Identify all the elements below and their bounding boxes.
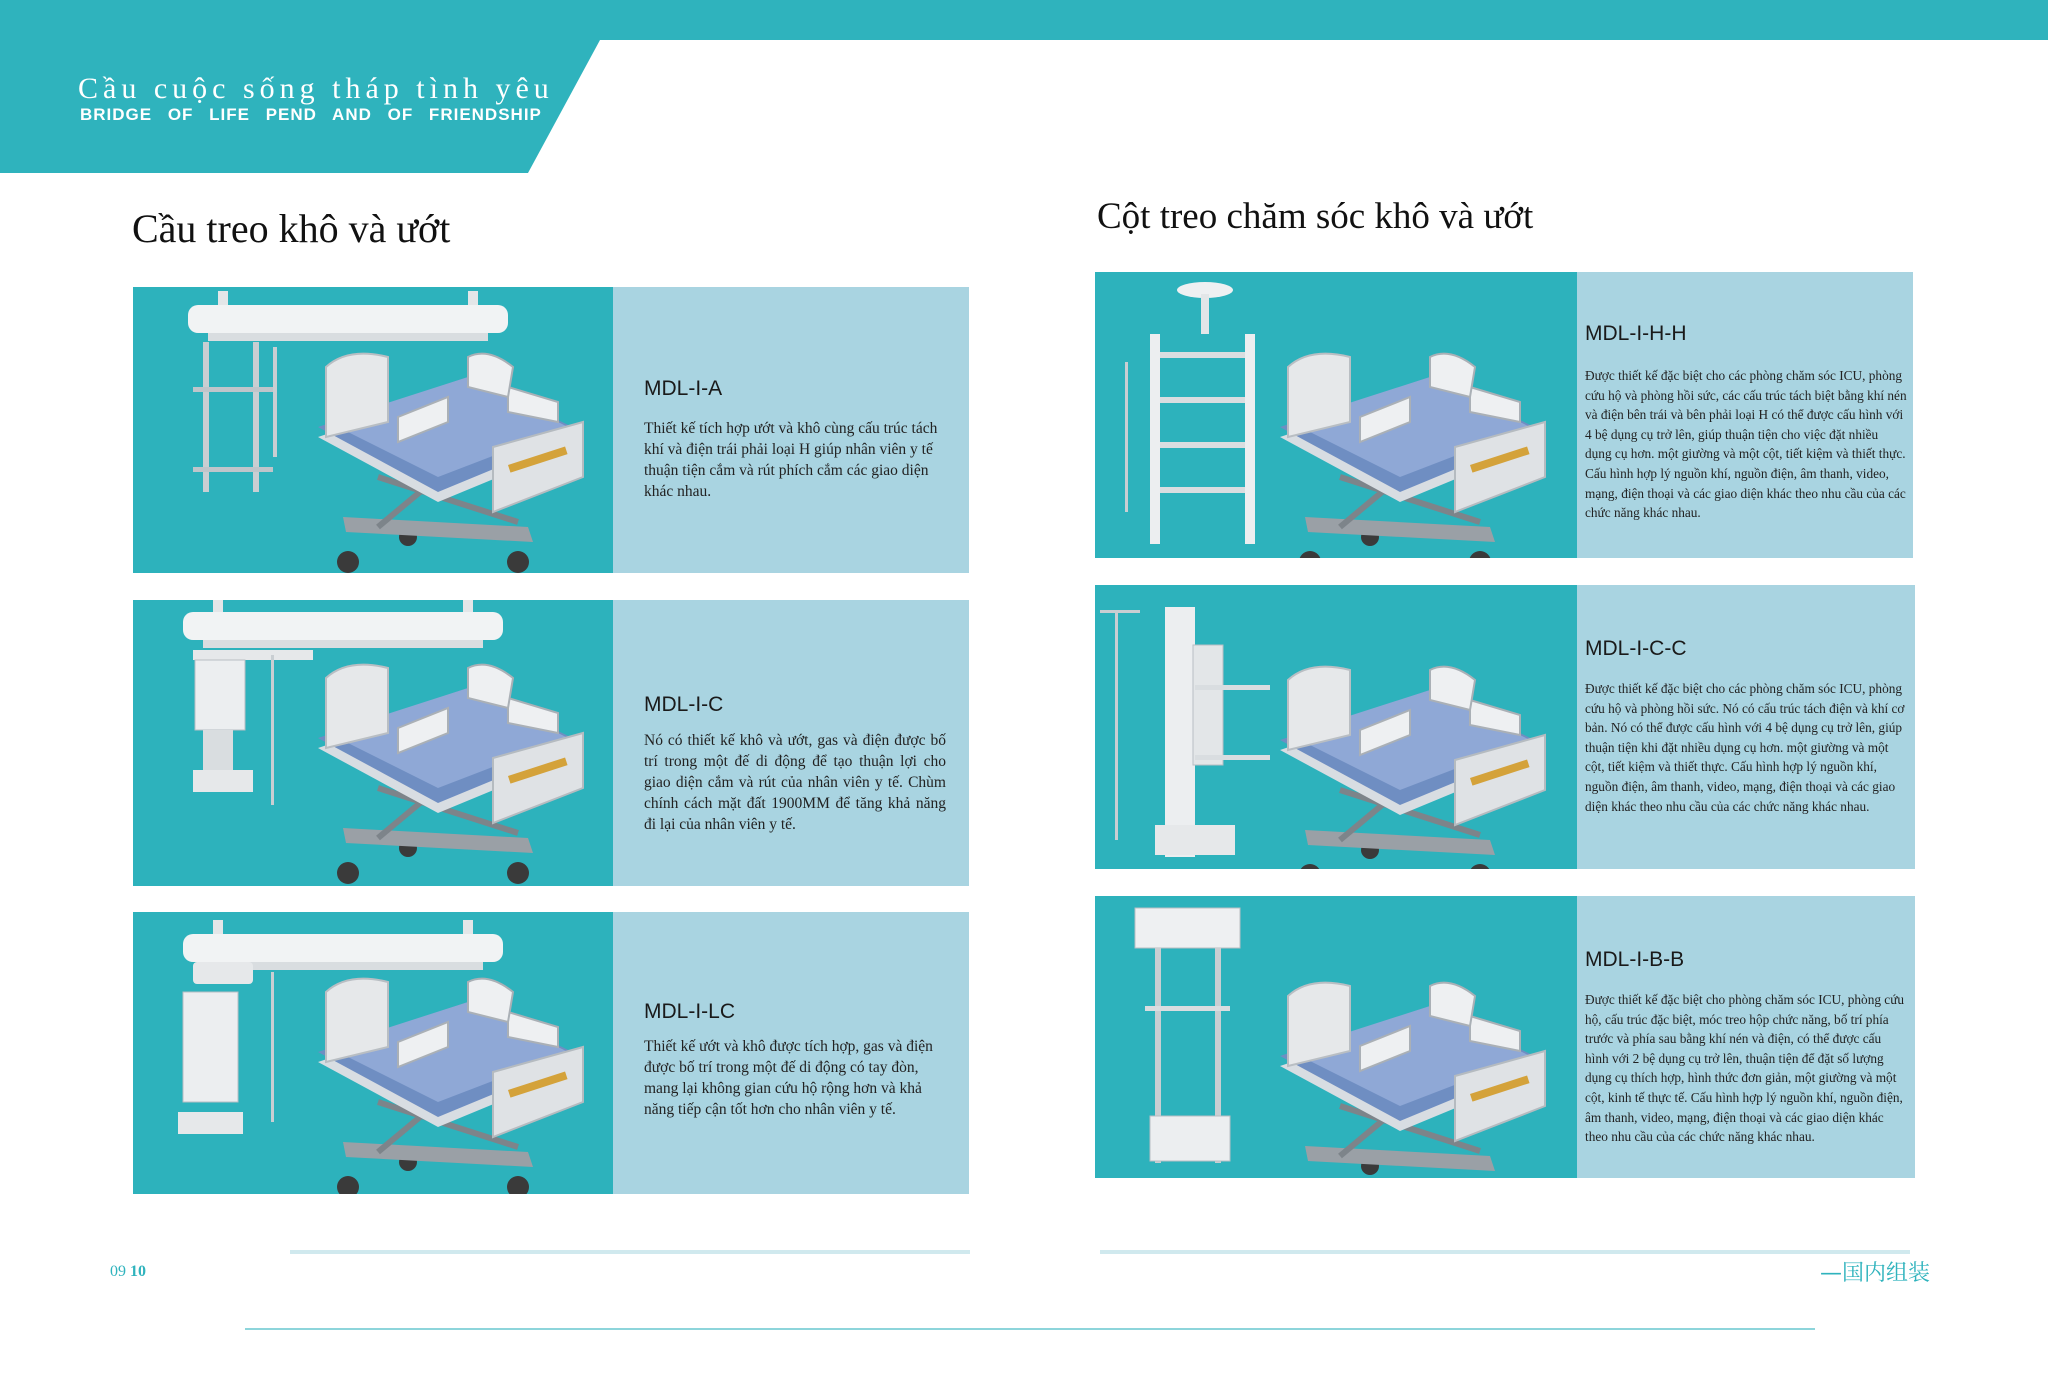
divider [1100, 1250, 1910, 1254]
product-description: Thiết kế tích hợp ướt và khô cùng cấu trúc tách khí và điện trái phải loại H giúp nhân viên y tế thuận tiện cắm và rút phích cắm các giao diện khác nhau. [644, 420, 938, 500]
page-number-right: 10 [130, 1263, 146, 1280]
product-model: MDL-I-A [644, 377, 723, 400]
product-model: MDL-I-C-C [1585, 637, 1687, 660]
product-photo [1095, 896, 1577, 1178]
product-card-mdl-i-b-b [1095, 896, 1915, 1178]
right-section-title: Cột treo chăm sóc khô và ướt [1097, 196, 1534, 237]
header-title-en: BRIDGE OF LIFE PEND AND OF FRIENDSHIP [80, 105, 542, 124]
product-photo [133, 287, 613, 573]
product-card-mdl-i-a [133, 287, 969, 573]
bed-column-illustration [1095, 585, 1577, 869]
page-numbers [110, 1263, 146, 1281]
bed-column-illustration [1095, 896, 1577, 1178]
bed-pendant-illustration [133, 600, 613, 886]
product-card-mdl-i-h-h [1095, 272, 1913, 558]
product-model: MDL-I-LC [644, 1000, 736, 1023]
header-title-vi: Cầu cuộc sống tháp tình yêu [78, 72, 554, 105]
product-photo [133, 912, 613, 1194]
bed-column-illustration [1095, 272, 1577, 558]
product-photo [1095, 585, 1577, 869]
product-description: Thiết kế ướt và khô được tích hợp, gas và điện được bố trí trong một đế di động có tay đòn, mang lại không gian cứu hộ rộng hơn và khả năng tiếp cận tốt hơn cho nhân viên y tế. [644, 1038, 933, 1118]
product-photo [1095, 272, 1577, 558]
footer-line [245, 1328, 1815, 1330]
bed-pendant-illustration [133, 287, 613, 573]
product-photo [133, 600, 613, 886]
product-card-mdl-i-c-c [1095, 585, 1915, 869]
product-description: Được thiết kế đặc biệt cho phòng chăm sóc ICU, phòng cứu hộ, cấu trúc đặc biệt, móc treo hộp chức năng, bố trí phía trước và phía sau bằng khí nén và điện, có thể được cấu hình với 2 bệ dụng cụ trở lên, thuận tiện để đặt số lượng dụng cụ thích hợp, hình thức đơn giản, một giường và một cột, kinh tế thực tế. Cấu hình hợp lý nguồn khí, nguồn điện, âm thanh, video, mạng, điện thoại và các giao diện khác theo nhu cầu của các chức năng khác nhau. [1585, 992, 1905, 1145]
header-band [0, 0, 2048, 40]
product-description: Được thiết kế đặc biệt cho các phòng chăm sóc ICU, phòng cứu hộ và phòng hồi sức, các cấu trúc tách biệt bằng khí nén và điện bên trái và bên phải loại H có thể được cấu hình với 4 bệ dụng cụ trở lên, giúp thuận tiện cho việc đặt nhiều dụng cụ hơn. một giường và một cột, tiết kiệm và thiết thực. Cấu hình hợp lý nguồn khí, nguồn điện, âm thanh, video, mạng, điện thoại và các giao diện khác theo nhu cầu của các chức năng khác nhau. [1585, 368, 1907, 521]
left-section-title: Cầu treo khô và ướt [132, 206, 451, 251]
product-model: MDL-I-H-H [1585, 322, 1687, 345]
product-model: MDL-I-C [644, 693, 724, 716]
product-card-mdl-i-c [133, 600, 969, 886]
page-number-left: 09 [110, 1263, 126, 1280]
bed-pendant-illustration [133, 912, 613, 1194]
footer-section-label: —国内组装 [1820, 1261, 1931, 1286]
product-card-mdl-i-lc [133, 912, 969, 1194]
product-description: Được thiết kế đặc biệt cho các phòng chăm sóc ICU, phòng cứu hộ và phòng hồi sức. Nó có cấu trúc tách điện và khí cơ bản. Nó có thể được cấu hình với 4 bệ dụng cụ trở lên, giúp thuận tiện khi đặt nhiều dụng cụ hơn. một giường và một cột, tiết kiệm và thiết thực. Cấu hình hợp lý nguồn khí, nguồn điện, âm thanh, video, mạng, điện thoại và các giao diện khác theo nhu cầu của các chức năng khác nhau. [1585, 681, 1905, 814]
product-description: Nó có thiết kế khô và ướt, gas và điện được bố trí trong một đế di động để tạo thuận lợi cho giao diện cắm và rút của nhân viên y tế. Chùm chính cách mặt đất 1900MM để tăng khả năng đi lại của nhân viên y tế. [644, 732, 946, 833]
divider [290, 1250, 970, 1254]
product-model: MDL-I-B-B [1585, 948, 1685, 971]
